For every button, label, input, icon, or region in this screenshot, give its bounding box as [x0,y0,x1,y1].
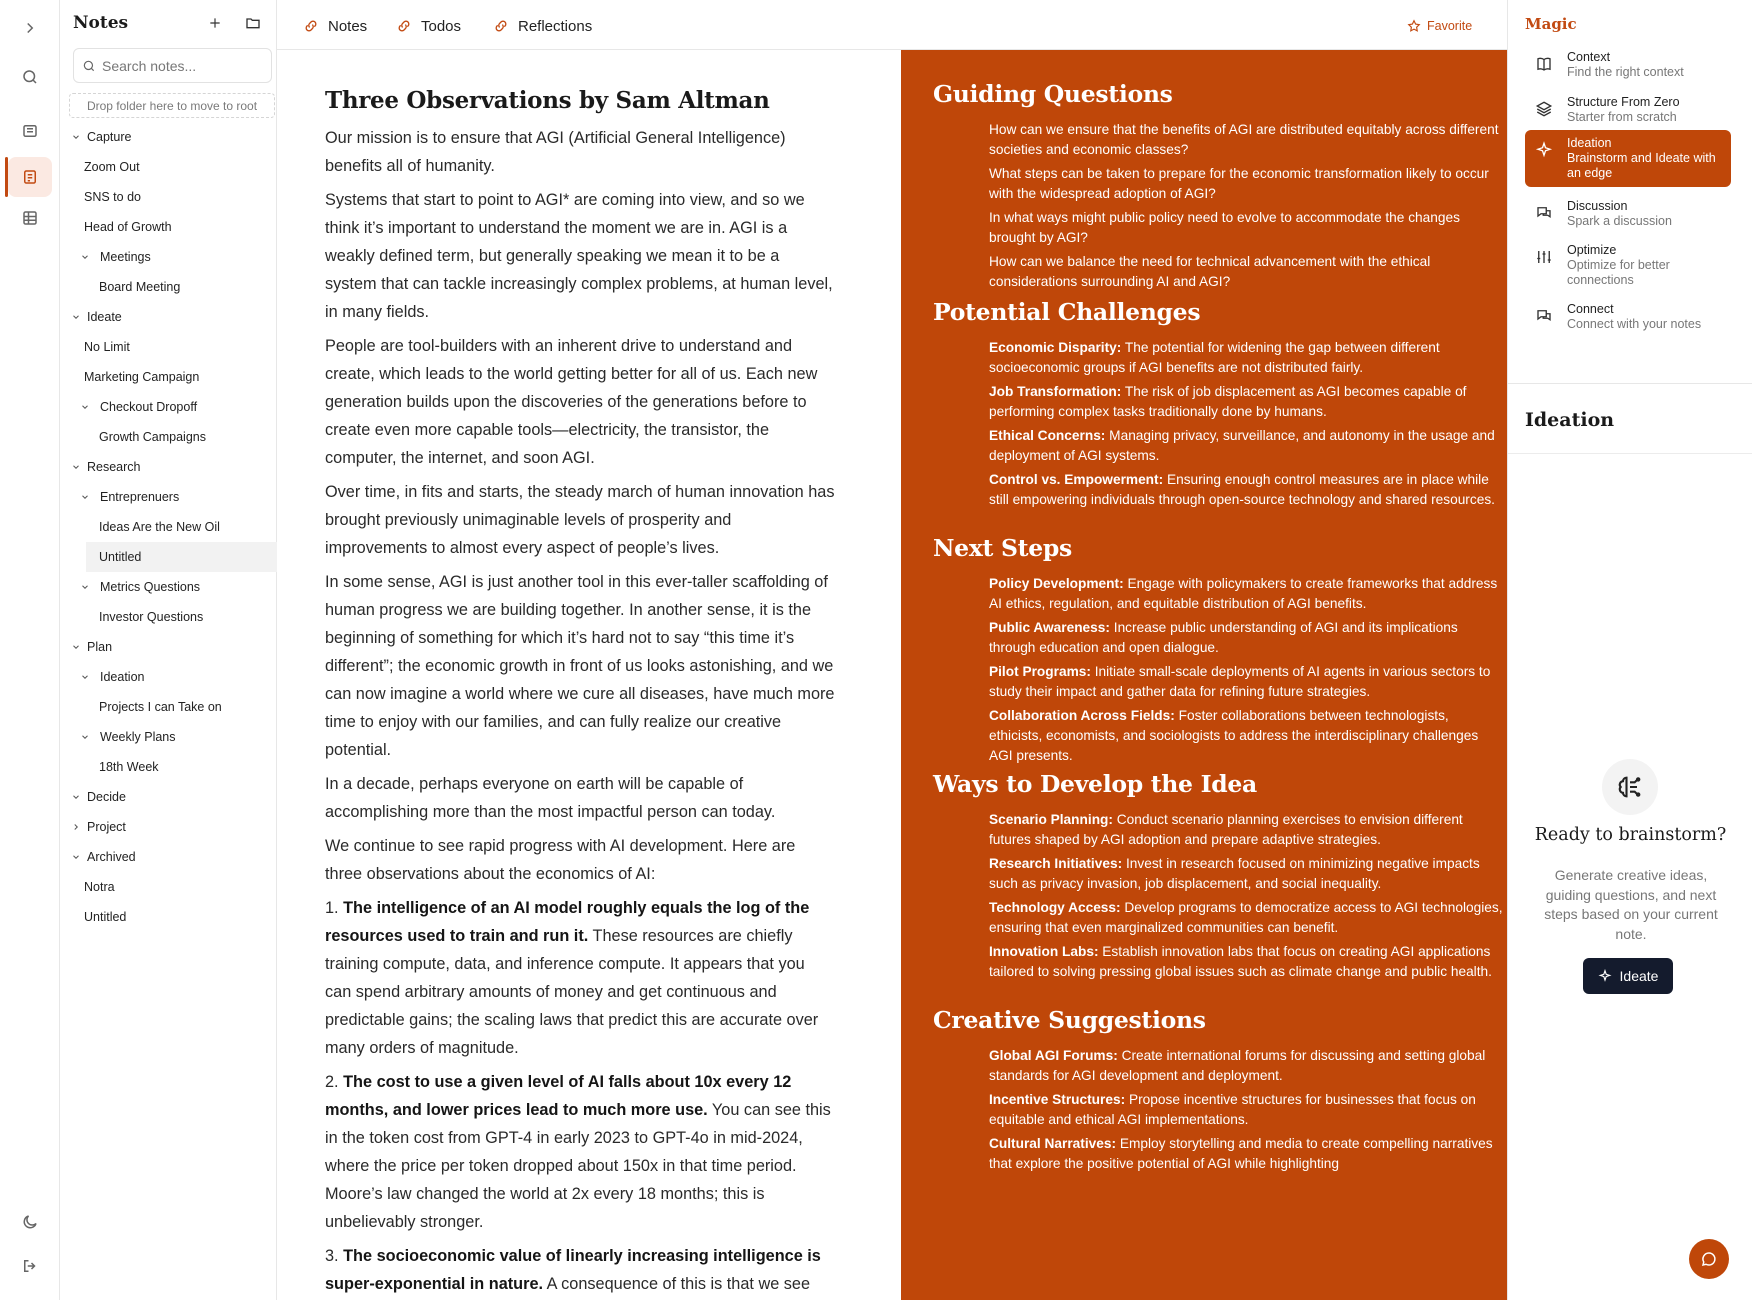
tree-item-label: Research [87,460,141,474]
magic-tool-ideation[interactable] [1525,130,1731,187]
tree-item-label: Entreprenuers [100,490,180,504]
doc-paragraph[interactable] [325,1242,835,1298]
tree-folder[interactable] [69,302,277,332]
tree-item-label: Projects I can Take on [99,700,222,714]
magic-tool-label: Connect [1567,302,1614,316]
ideation-item [989,252,1503,292]
magic-tool-connect[interactable] [1525,296,1731,338]
tab-label: Notes [328,17,368,35]
tree-item-label: Untitled [84,910,127,924]
ideation-item-text: The potential for widening the gap between different socioeconomic groups if AGI benefits are not distributed fairly. [989,340,1440,375]
ideation-item [989,942,1503,982]
ideation-item-title: Public Awareness: [989,620,1110,635]
ready-title: Ready to brainstorm? [1534,825,1727,845]
tree-item-label: Investor Questions [99,610,204,624]
notes-tree [69,122,277,932]
chevron-right-icon[interactable] [69,822,83,832]
ideation-item-title: Ethical Concerns: [989,428,1106,443]
note-document[interactable] [325,85,835,1300]
inbox-icon[interactable] [8,111,52,151]
note-title[interactable]: Three Observations by Sam Altman [325,87,770,114]
chevron-down-icon[interactable] [78,582,92,592]
tree-note[interactable] [69,512,277,542]
magic-tool-context[interactable] [1525,44,1731,86]
doc-paragraph[interactable] [325,770,835,826]
expand-chevron-icon[interactable] [8,8,52,48]
tree-item-label: Decide [87,790,126,804]
tree-item-label: Growth Campaigns [99,430,206,444]
tab-label: Todos [421,17,462,35]
ideation-item-text: Conduct scenario planning exercises to envision different futures shaped by AGI adoption and prepare adaptive strategies. [989,812,1463,847]
ideation-item-title: Scenario Planning: [989,812,1113,827]
ideation-item-text: Create international forums for discussing and setting global standards for AGI development and deployment. [989,1048,1486,1083]
doc-paragraph[interactable] [325,124,835,180]
doc-text: Over time, in fits and starts, the steady march of human innovation has brought previously unimaginable levels of prosperity and improvements to almost every aspect of people’s lives. [325,483,835,557]
sliders-icon [1535,248,1553,266]
doc-paragraph[interactable] [325,832,835,888]
ideation-item-text: Propose incentive structures for businesses that focus on equitable and ethical AGI implementations. [989,1092,1476,1127]
chevron-down-icon[interactable] [69,792,83,802]
ideation-item-text: Invest in research focused on minimizing negative impacts such as privacy invasion, job displacement, and social inequality. [989,856,1480,891]
tree-folder[interactable] [69,782,277,812]
doc-bold-text: The cost to use a given level of AI falls about 10x every 12 months, and lower prices lead to much more use. [325,1073,792,1119]
tree-note[interactable] [69,272,277,302]
ideation-item [989,470,1503,510]
tree-folder[interactable] [69,722,277,752]
ideation-item [989,426,1503,466]
search-icon[interactable] [8,57,52,97]
magic-panel [1507,0,1752,1300]
ideation-item [989,1090,1503,1130]
note-editor[interactable] [277,50,901,1300]
tab-label: Reflections [518,17,593,35]
doc-paragraph[interactable] [325,332,835,472]
tree-item-label: 18th Week [99,760,159,774]
ideation-item-text: Increase public understanding of AGI and its implications through education and open dialogue. [989,620,1458,655]
new-folder-icon[interactable] [241,12,265,34]
magic-tool-text [1567,302,1701,332]
logout-icon[interactable] [8,1246,52,1286]
ideation-section-heading: Potential Challenges [933,298,1201,326]
sparkles-icon [1598,969,1612,983]
tree-note[interactable] [69,872,277,902]
search-input[interactable] [102,58,262,74]
tree-item-label: Marketing Campaign [84,370,200,384]
tab-reflections[interactable] [493,15,592,37]
tree-item-label: No Limit [84,340,130,354]
ideation-item-title: Innovation Labs: [989,944,1099,959]
doc-paragraph[interactable] [325,186,835,326]
ideation-item [989,120,1503,160]
ready-description: Generate creative ideas, guiding questions, and next steps based on your current note. [1544,867,1718,942]
divider [1508,453,1752,454]
tree-item-label: Board Meeting [99,280,181,294]
magic-tool-description: Connect with your notes [1567,317,1702,331]
ideation-item-title: Policy Development: [989,576,1124,591]
ideation-section-heading: Ways to Develop the Idea [933,770,1257,798]
layers-icon [1535,100,1553,118]
ideation-item-text: Establish innovation labs that focus on creating AGI applications tailored to solving pressing global issues such as climate change and public health. [989,944,1492,979]
tree-item-label: Weekly Plans [100,730,176,744]
sparkles-icon [1535,141,1553,159]
icon-rail [0,0,60,1300]
tab-notes[interactable] [303,15,367,37]
magic-tool-text [1567,243,1721,288]
star-icon [1407,19,1421,33]
ideation-section-heading: Creative Suggestions [933,1006,1206,1034]
ideation-section [933,532,1503,770]
ideation-item-title: Research Initiatives: [989,856,1123,871]
tree-item-label: Metrics Questions [100,580,201,594]
ideation-item-text: Employ storytelling and media to create compelling narratives that explore the positive potential of AGI while highlighting [989,1136,1493,1171]
tree-item-label: Ideas Are the New Oil [99,520,220,534]
grid-icon[interactable] [8,198,52,238]
search-icon [82,59,96,73]
search-box [73,48,272,83]
chevron-down-icon[interactable] [78,672,92,682]
magic-tool-description: Brainstorm and Ideate with an edge [1567,151,1716,180]
doc-text: Our mission is to ensure that AGI (Artificial General Intelligence) benefits all of humanity. [325,129,786,175]
ideation-item-text: What steps can be taken to prepare for the economic transformation likely to occur with the widespread adoption of AGI? [989,166,1489,201]
doc-text: You can see this in the token cost from GPT-4 in early 2023 to GPT-4o in mid-2024, where the price per token dropped about 150x in that time period. Moore’s law changed the world at 2x every 18 months; this is unbelievably stronger. [325,1101,831,1231]
ideation-output-pane [901,50,1507,1300]
chevron-down-icon[interactable] [69,462,83,472]
tree-note[interactable] [69,692,277,722]
ideation-item [989,662,1503,702]
notes-header [73,12,265,34]
list-number: 3. [325,1247,344,1265]
tree-item-label: Ideation [100,670,145,684]
tree-note[interactable] [69,422,277,452]
tree-item-label: Capture [87,130,132,144]
tree-item-label: Zoom Out [84,160,140,174]
ideation-item-text: Initiate small-scale deployments of AI agents in various sectors to study their impact and gather data for refining future strategies. [989,664,1491,699]
magic-tool-discussion[interactable] [1525,193,1731,235]
tree-item-label: Untitled [99,550,142,564]
divider [1508,383,1752,384]
magic-tool-label: Ideation [1567,136,1612,150]
tree-folder[interactable] [69,572,277,602]
magic-tool-text [1567,50,1684,80]
magic-tool-description: Starter from scratch [1567,110,1677,124]
tree-folder[interactable] [69,482,277,512]
ideation-item-text: Engage with policymakers to create frameworks that address AI ethics, regulation, and equitable distribution of AGI benefits. [989,576,1498,611]
drop-folder-zone[interactable]: Drop folder here to move to root [69,93,275,118]
ideation-section [933,768,1503,986]
chevron-down-icon[interactable] [69,852,83,862]
doc-text: A consequence of this is that we see [543,1275,811,1293]
doc-text: People are tool-builders with an inherent drive to understand and create, which leads to the world getting better for all of us. Each new generation builds upon the discoveries of the generations before to create even more capable tools—electricity, the transistor, the computer, the internet, and soon AGI. [325,337,818,467]
ideation-item-text: How can we ensure that the benefits of AGI are distributed equitably across different societies and economic classes? [989,122,1499,157]
ideation-item [989,810,1503,850]
ideate-button[interactable] [1583,958,1673,994]
tree-folder[interactable] [69,812,277,842]
ideation-item [989,382,1503,422]
link-chat-icon [1535,307,1553,325]
ideation-item-title: Collaboration Across Fields: [989,708,1175,723]
ideation-item [989,164,1503,204]
tree-folder[interactable] [69,452,277,482]
ideation-item [989,574,1503,614]
favorite-label: Favorite [1427,19,1473,33]
ideation-section-title: Ideation [1525,409,1615,431]
link-icon [303,18,319,34]
notes-sidebar [60,0,277,1300]
ideate-button-label: Ideate [1619,968,1659,984]
doc-paragraph[interactable] [325,478,835,562]
tree-item-label: Checkout Dropoff [100,400,198,414]
magic-tool-label: Context [1567,50,1611,64]
magic-title: Magic [1525,15,1577,33]
tree-folder[interactable] [69,242,277,272]
ideation-item-text: The risk of job displacement as AGI becomes capable of performing complex tasks traditionally done by humans. [989,384,1467,419]
magic-tool-text [1567,136,1721,181]
doc-paragraph[interactable] [325,1068,835,1236]
tree-folder[interactable] [69,632,277,662]
ideation-section [933,78,1503,296]
ideation-item-title: Global AGI Forums: [989,1048,1118,1063]
chevron-down-icon[interactable] [78,252,92,262]
ideation-item [989,706,1503,766]
ideation-item-text: Ensuring enough control measures are in place while still empowering individuals through open-source technology and shared resources. [989,472,1495,507]
notes-title: Notes [73,13,129,33]
tree-item-label: Plan [87,640,113,654]
ideation-item-text: Foster collaborations between technologists, ethicists, economists, and sociologists to address the interdisciplinary challenges AGI presents. [989,708,1479,763]
tree-item-label: Archived [87,850,136,864]
tree-item-label: Ideate [87,310,122,324]
ideation-item [989,898,1503,938]
magic-tool-text [1567,95,1680,125]
ideation-item [989,618,1503,658]
magic-tool-optimize[interactable] [1525,237,1731,294]
doc-paragraph[interactable] [325,568,835,764]
doc-text: Systems that start to point to AGI* are coming into view, and so we think it’s important to understand the moment we are in. AGI is a weakly defined term, but generally speaking we mean it to be a system that can tackle increasingly complex problems, at human level, in many fields. [325,191,833,321]
list-number: 1. [325,899,344,917]
tree-note[interactable] [69,362,277,392]
ideation-section-heading: Next Steps [933,534,1072,562]
tree-folder[interactable] [69,662,277,692]
chevron-down-icon[interactable] [69,312,83,322]
tree-item-label: SNS to do [84,190,141,204]
magic-tool-description: Optimize for better connections [1567,258,1670,287]
link-icon [396,18,412,34]
ideation-item-title: Job Transformation: [989,384,1122,399]
magic-tool-description: Find the right context [1567,65,1684,79]
ideation-item [989,854,1503,894]
magic-tool-label: Structure From Zero [1567,95,1680,109]
tree-folder[interactable] [69,122,277,152]
brain-icon [1602,759,1658,815]
ideation-item-title: Economic Disparity: [989,340,1122,355]
chevron-down-icon[interactable] [69,642,83,652]
book-icon [1535,55,1553,73]
ideation-item [989,338,1503,378]
ideation-item [989,208,1503,248]
tree-note[interactable] [69,152,277,182]
ideation-item-title: Incentive Structures: [989,1092,1126,1107]
top-tab-bar [277,0,1507,50]
doc-text: In some sense, AGI is just another tool in this ever-taller scaffolding of human progress we are building together. In another sense, it is the beginning of something for which it’s hard not to say “this time it’s different”; the economic growth in front of us looks astonishing, and we can now imagine a world where we cure all diseases, have much more time to enjoy with our families, and can fully realize our creative potential. [325,573,835,759]
link-icon [493,18,509,34]
notes-icon[interactable] [8,157,52,197]
ideation-section [933,296,1503,514]
tree-note[interactable] [69,182,277,212]
ideation-item [989,1134,1503,1174]
chat-icon [1535,204,1553,222]
ideation-item-title: Technology Access: [989,900,1121,915]
tree-item-label: Meetings [100,250,151,264]
tab-todos[interactable] [396,15,461,37]
tree-folder[interactable] [69,842,277,872]
favorite-button[interactable] [1407,15,1472,37]
tree-note[interactable] [69,602,277,632]
ideation-item-text: How can we balance the need for technical advancement with the ethical considerations surrounding AI and AGI? [989,254,1431,289]
tree-item-label: Head of Growth [84,220,172,234]
add-note-plus-icon[interactable] [203,12,227,34]
tree-note[interactable] [69,902,277,932]
chevron-down-icon[interactable] [69,132,83,142]
magic-tool-text [1567,199,1672,229]
magic-tool-label: Optimize [1567,243,1617,257]
doc-text: In a decade, perhaps everyone on earth will be capable of accomplishing more than the most impactful person can today. [325,775,776,821]
moon-icon[interactable] [8,1202,52,1242]
ideation-section-heading: Guiding Questions [933,80,1173,108]
ideation-item-text: Managing privacy, surveillance, and autonomy in the usage and deployment of AGI systems. [989,428,1495,463]
doc-bold-text: The intelligence of an AI model roughly equals the log of the resources used to train and run it. [325,899,810,945]
doc-bold-text: The socioeconomic value of linearly increasing intelligence is super-exponential in nature. [325,1247,821,1293]
doc-text: These resources are chiefly training compute, data, and inference compute. It appears that you can spend arbitrary amounts of money and get continuous and predictable gains; the scaling laws that predict this are accurate over many orders of magnitude. [325,927,819,1057]
tree-note[interactable] [69,332,277,362]
tree-note[interactable] [69,752,277,782]
ideation-item-title: Pilot Programs: [989,664,1091,679]
tree-note[interactable] [86,542,277,572]
chat-bubble-icon[interactable] [1689,1239,1729,1279]
doc-text: We continue to see rapid progress with AI development. Here are three observations about the economics of AI: [325,837,796,883]
tree-item-label: Project [87,820,126,834]
doc-paragraph[interactable] [325,894,835,1062]
ideation-item [989,1046,1503,1086]
magic-tool-description: Spark a discussion [1567,214,1672,228]
chevron-down-icon[interactable] [78,402,92,412]
chevron-down-icon[interactable] [78,732,92,742]
ideation-item-title: Control vs. Empowerment: [989,472,1164,487]
tree-folder[interactable] [69,392,277,422]
magic-tool-structure-from-zero[interactable] [1525,89,1731,131]
tree-item-label: Notra [84,880,115,894]
ideation-section [933,1004,1503,1178]
chevron-down-icon[interactable] [78,492,92,502]
ideation-item-text: Develop programs to democratize access to AGI technologies, ensuring that even marginalized communities can benefit. [989,900,1503,935]
list-number: 2. [325,1073,344,1091]
ideation-item-title: Cultural Narratives: [989,1136,1117,1151]
ideation-item-text: In what ways might public policy need to evolve to accommodate the changes brought by AGI? [989,210,1460,245]
magic-tool-label: Discussion [1567,199,1628,213]
tree-note[interactable] [69,212,277,242]
